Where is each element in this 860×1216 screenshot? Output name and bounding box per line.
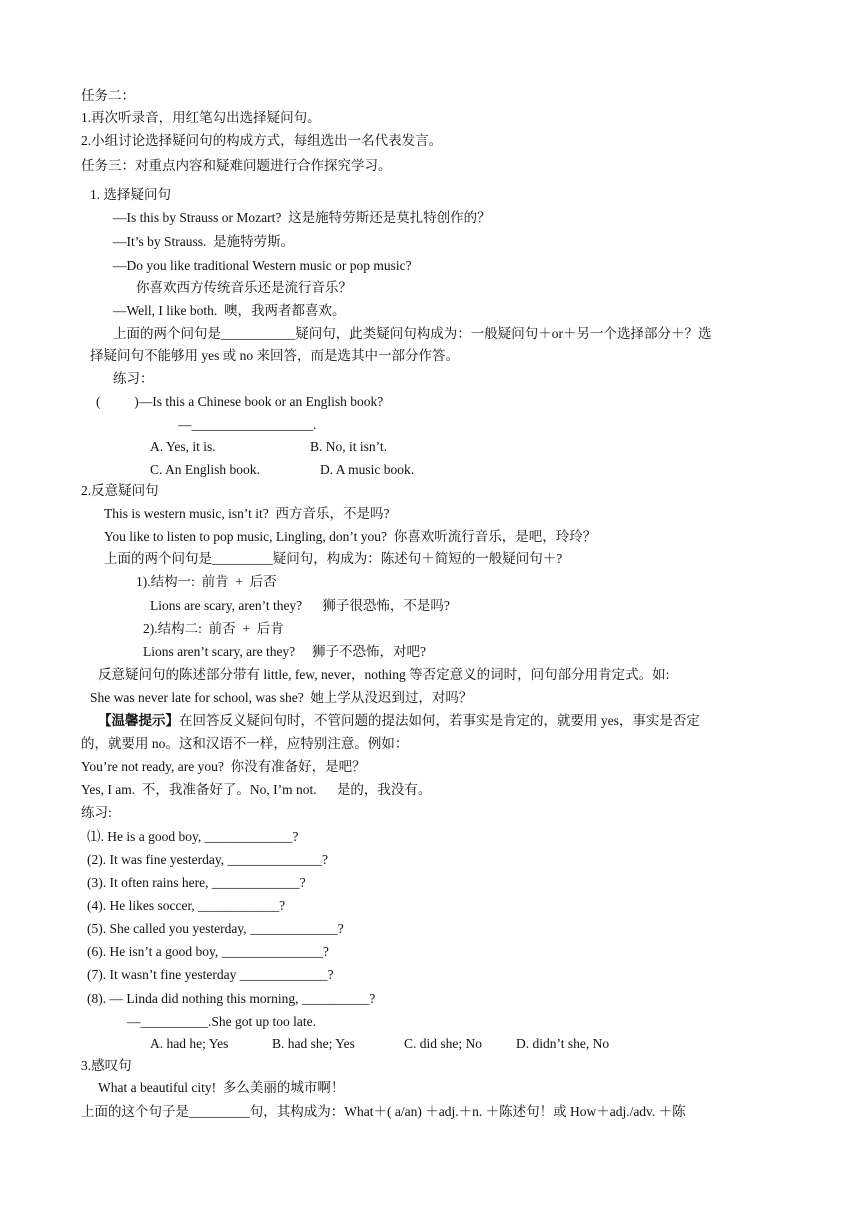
- practice-item-2: (2). It was fine yesterday, ______________?: [87, 852, 328, 867]
- practice-item-7: (7). It wasn’t fine yesterday _____________?: [87, 967, 334, 982]
- practice-item-3: (3). It often rains here, _____________?: [87, 875, 306, 890]
- section2-practice-label: 练习:: [81, 805, 112, 820]
- task2-item-1: 1.再次听录音，用红笔勾出选择疑问句。: [81, 110, 321, 125]
- practice-item-1: ⑴. He is a good boy, _____________?: [87, 829, 299, 844]
- section3-heading: 3.感叹句: [81, 1058, 132, 1073]
- section1-option-d: D. A music book.: [320, 462, 415, 477]
- section1-rule-line-1: 上面的两个问句是___________疑问句，此类疑问句构成为：一般疑问句＋or＋另一个选择部分＋？选: [113, 326, 712, 341]
- section1-option-a: A. Yes, it is.: [150, 439, 216, 454]
- section2-negative-example: She was never late for school, was she? 她上学从没迟到过，对吗？: [90, 690, 473, 705]
- tip-text: 在回答反义疑问句时，不管问题的提法如何，若事实是肯定的，就要用 yes，事实是否定: [179, 713, 700, 728]
- section2-heading: 2.反意疑问句: [81, 483, 159, 498]
- section2-structure-2: 2).结构二: 前否 + 后肯: [143, 621, 284, 636]
- section3-rule: 上面的这个句子是_________句，其构成为：What＋( a/an) ＋adj.＋n. ＋陈述句！或 How＋adj./adv. ＋陈: [81, 1104, 686, 1119]
- section1-option-b: B. No, it isn’t.: [310, 439, 388, 454]
- section1-example-2: —It’s by Strauss. 是施特劳斯。: [113, 234, 295, 249]
- section1-answer-blank: —__________________.: [178, 417, 317, 432]
- section2-structure-1: 1).结构一: 前肯 + 后否: [136, 574, 277, 589]
- section2-structure-1-example: Lions are scary, aren’t they? 狮子很恐怖，不是吗?: [150, 598, 450, 613]
- practice-item-8-reply: —__________.She got up too late.: [127, 1014, 316, 1029]
- tip-label: 【温馨提示】: [98, 713, 179, 728]
- section1-option-c: C. An English book.: [150, 462, 260, 477]
- practice-item-8-option-d: D. didn’t she, No: [516, 1036, 610, 1051]
- practice-item-8-option-a: A. had he; Yes: [150, 1036, 229, 1051]
- section2-rule: 上面的两个问句是_________疑问句，构成为：陈述句＋简短的一般疑问句＋?: [104, 551, 563, 566]
- practice-item-8-option-b: B. had she; Yes: [272, 1036, 355, 1051]
- task2-title: 任务二：: [81, 88, 135, 103]
- section1-example-4: —Well, I like both. 噢，我两者都喜欢。: [113, 303, 346, 318]
- section1-example-3: —Do you like traditional Western music or pop music?: [113, 258, 412, 273]
- section1-rule-line-2: 择疑问句不能够用 yes 或 no 来回答，而是选其中一部分作答。: [90, 348, 459, 363]
- section3-example-1: What a beautiful city! 多么美丽的城市啊！: [98, 1080, 345, 1095]
- section2-tip-line-2: 的，就要用 no。这和汉语不一样，应特别注意。例如：: [81, 736, 409, 751]
- section1-practice-label: 练习：: [113, 371, 154, 386]
- practice-item-8: (8). — Linda did nothing this morning, __________?: [87, 991, 376, 1006]
- section2-tip-example-2: Yes, I am. 不，我准备好了。No, I’m not. 是的，我没有。: [81, 782, 432, 797]
- section2-example-1: This is western music, isn’t it? 西方音乐，不是吗?: [104, 506, 390, 521]
- practice-item-5: (5). She called you yesterday, _____________?: [87, 921, 344, 936]
- practice-item-4: (4). He likes soccer, ____________?: [87, 898, 286, 913]
- practice-item-8-option-c: C. did she; No: [404, 1036, 483, 1051]
- section1-example-3-translation: 你喜欢西方传统音乐还是流行音乐？: [136, 280, 352, 295]
- section1-example-1: —Is this by Strauss or Mozart? 这是施特劳斯还是莫扎特创作的？: [113, 210, 491, 225]
- section2-example-2: You like to listen to pop music, Lingling, don’t you? 你喜欢听流行音乐，是吧，玲玲？: [104, 529, 597, 544]
- section1-heading: 1. 选择疑问句: [90, 187, 171, 202]
- section2-tip-line-1: [98, 712, 700, 730]
- section2-tip-example-1: You’re not ready, are you? 你没有准备好，是吧？: [81, 759, 366, 774]
- section2-structure-2-example: Lions aren’t scary, are they? 狮子不恐怖，对吧?: [143, 644, 427, 659]
- section2-negative-rule: 反意疑问句的陈述部分带有 little, few, never，nothing 等否定意义的词时，问句部分用肯定式。如:: [98, 667, 670, 682]
- task2-item-2: 2.小组讨论选择疑问句的构成方式，每组选出一名代表发言。: [81, 133, 443, 148]
- section1-question: ( )—Is this a Chinese book or an English book?: [96, 394, 384, 409]
- task3-title: 任务三：对重点内容和疑难问题进行合作探究学习。: [81, 158, 392, 173]
- practice-item-6: (6). He isn’t a good boy, _______________?: [87, 944, 329, 959]
